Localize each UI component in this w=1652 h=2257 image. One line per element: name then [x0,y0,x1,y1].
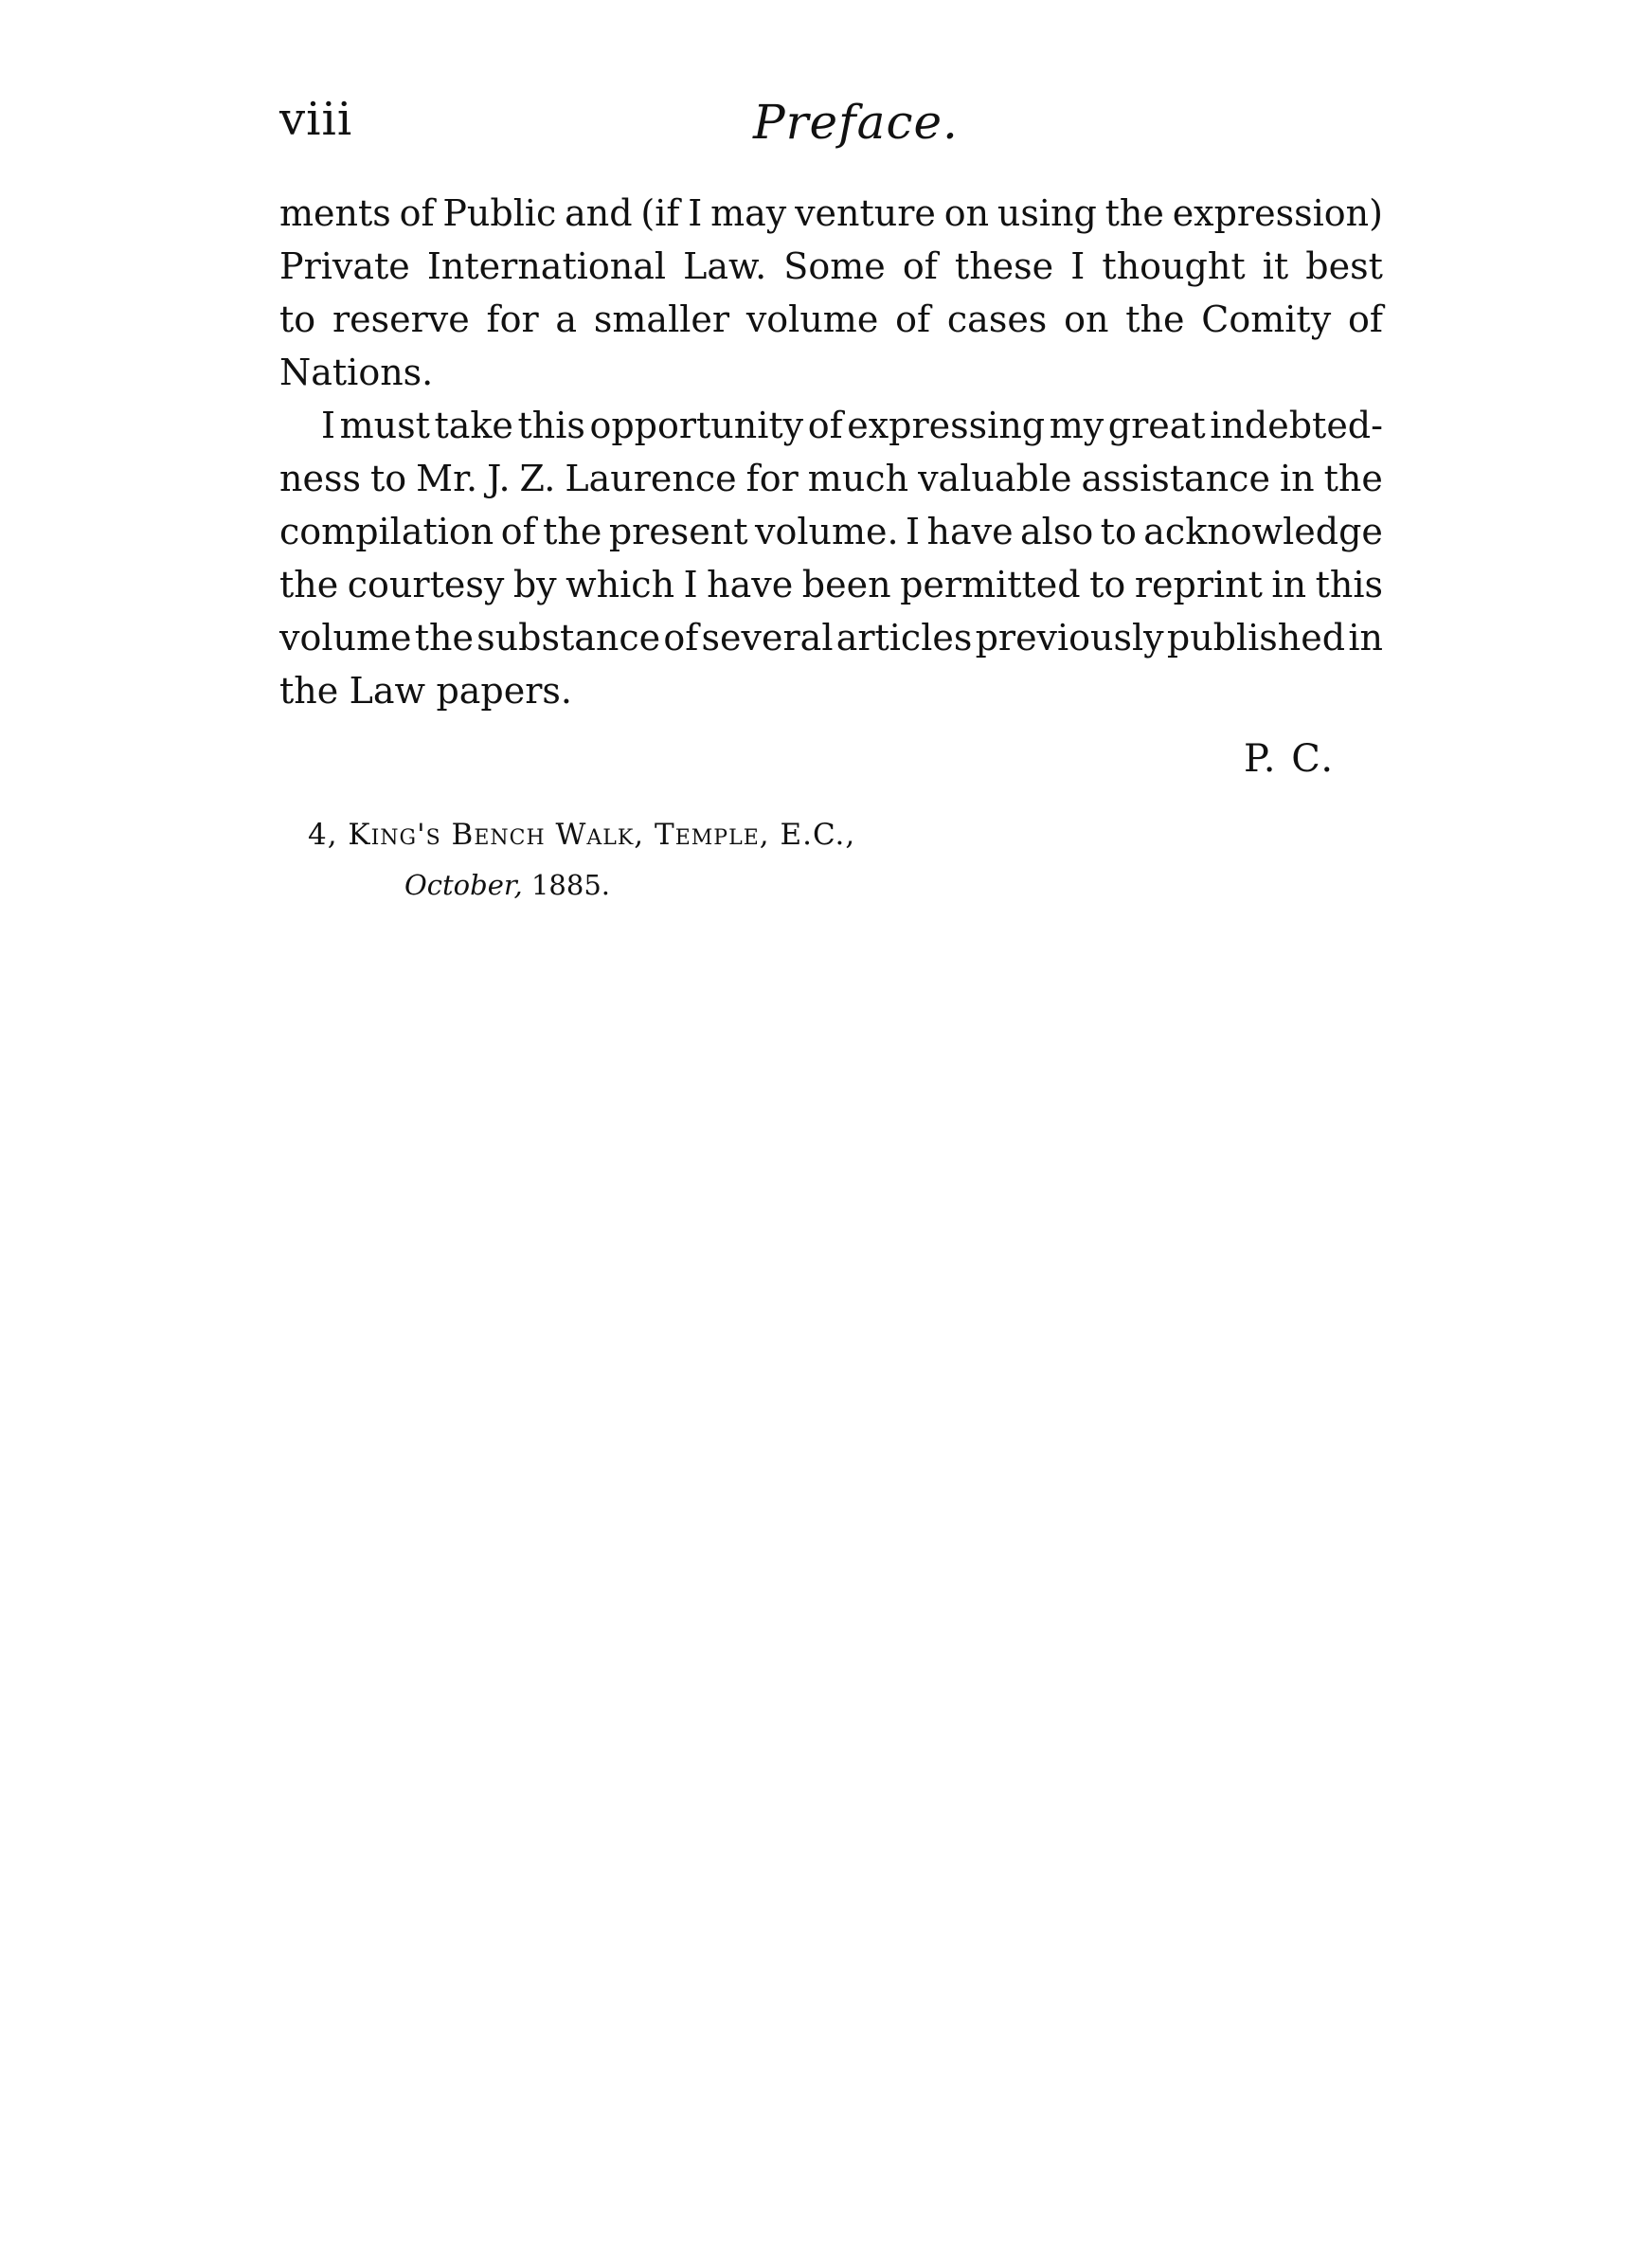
page-number: viii [279,93,353,146]
word: these [954,245,1054,287]
word: ness [279,458,361,499]
word: and [565,192,633,234]
word: to [279,298,316,340]
word: a [555,298,578,340]
word: I [683,564,698,605]
date-line [404,869,611,901]
word: by [512,564,557,605]
word: the [543,511,602,552]
preface-body [279,187,1383,717]
word: permitted [900,564,1081,605]
word: the [1104,192,1164,234]
text-line [279,240,1383,293]
word: International [426,245,667,287]
word: papers. [436,670,572,712]
word: expressing [847,405,1046,446]
word: of [807,405,843,446]
word: the [279,670,339,712]
word: the [1125,298,1185,340]
word: (if [640,192,680,234]
word: Some [783,245,886,287]
word: substance [476,617,661,659]
word: much [807,458,909,499]
word: ments [279,192,391,234]
text-line [279,505,1383,558]
word: I [906,511,921,552]
word: in [1348,617,1383,659]
text-line [279,452,1383,505]
word: Comity [1201,298,1332,340]
text-line [279,558,1383,611]
word: which [566,564,675,605]
word: Laurence [565,458,737,499]
word: several [701,617,834,659]
word: to [1100,511,1137,552]
word: for [486,298,539,340]
text-line [279,293,1383,346]
word: of [500,511,536,552]
word: this [1315,564,1383,605]
word: J. [487,458,511,499]
word: Nations. [279,352,434,393]
word: previously [975,617,1164,659]
word: thought [1102,245,1246,287]
word: volume. [754,511,899,552]
word: Z. [519,458,556,499]
word: published [1166,617,1346,659]
word: assistance [1081,458,1270,499]
text-line [279,346,1383,399]
word: venture [795,192,936,234]
running-head: Preface. [753,95,959,150]
word: acknowledge [1143,511,1383,552]
word: of [663,617,699,659]
word: indebted- [1210,405,1383,446]
word: compilation [279,511,494,552]
word: smaller [593,298,730,340]
word: cases [946,298,1048,340]
text-line [279,664,1383,717]
word: courtesy [347,564,505,605]
word: expression) [1172,192,1383,234]
word: have [926,511,1014,552]
word: this [517,405,585,446]
word: volume [745,298,879,340]
word: I [688,192,703,234]
word: take [434,405,513,446]
word: on [1064,298,1109,340]
word: on [943,192,990,234]
word: present [608,511,748,552]
word: the [414,617,474,659]
date-year: 1885. [530,869,611,901]
word: Public [442,192,557,234]
word: great [1107,405,1206,446]
word: to [369,458,407,499]
word: the [1323,458,1383,499]
paragraph [279,399,1383,717]
word: reserve [332,298,470,340]
word: reprint [1134,564,1263,605]
word: volume [279,617,412,659]
word: of [902,245,938,287]
word: the [279,564,339,605]
word: must [339,405,430,446]
word: also [1020,511,1094,552]
word: in [1271,564,1307,605]
word: Law. [683,245,767,287]
word: may [710,192,787,234]
word: I [321,405,336,446]
word: best [1305,245,1383,287]
word: Law [349,670,426,712]
date-month: October, [404,869,523,901]
word: of [895,298,931,340]
word: Mr. [416,458,478,499]
word: I [1070,245,1086,287]
word: of [399,192,435,234]
word: opportunity [589,405,804,446]
word: for [745,458,799,499]
text-line [279,187,1383,240]
word: of [1347,298,1383,340]
address-line: 4, King's Bench Walk, Temple, E.C., [308,818,856,852]
text-line [279,399,1383,452]
word: to [1089,564,1126,605]
word: articles [835,617,973,659]
word: it [1262,245,1289,287]
paragraph [279,187,1383,399]
word: using [997,192,1097,234]
text-line [279,611,1383,664]
word: valuable [918,458,1072,499]
word: my [1049,405,1104,446]
word: been [801,564,891,605]
word: Private [279,245,410,287]
author-initials: P. C. [1244,737,1336,781]
word: have [707,564,794,605]
word: in [1279,458,1315,499]
